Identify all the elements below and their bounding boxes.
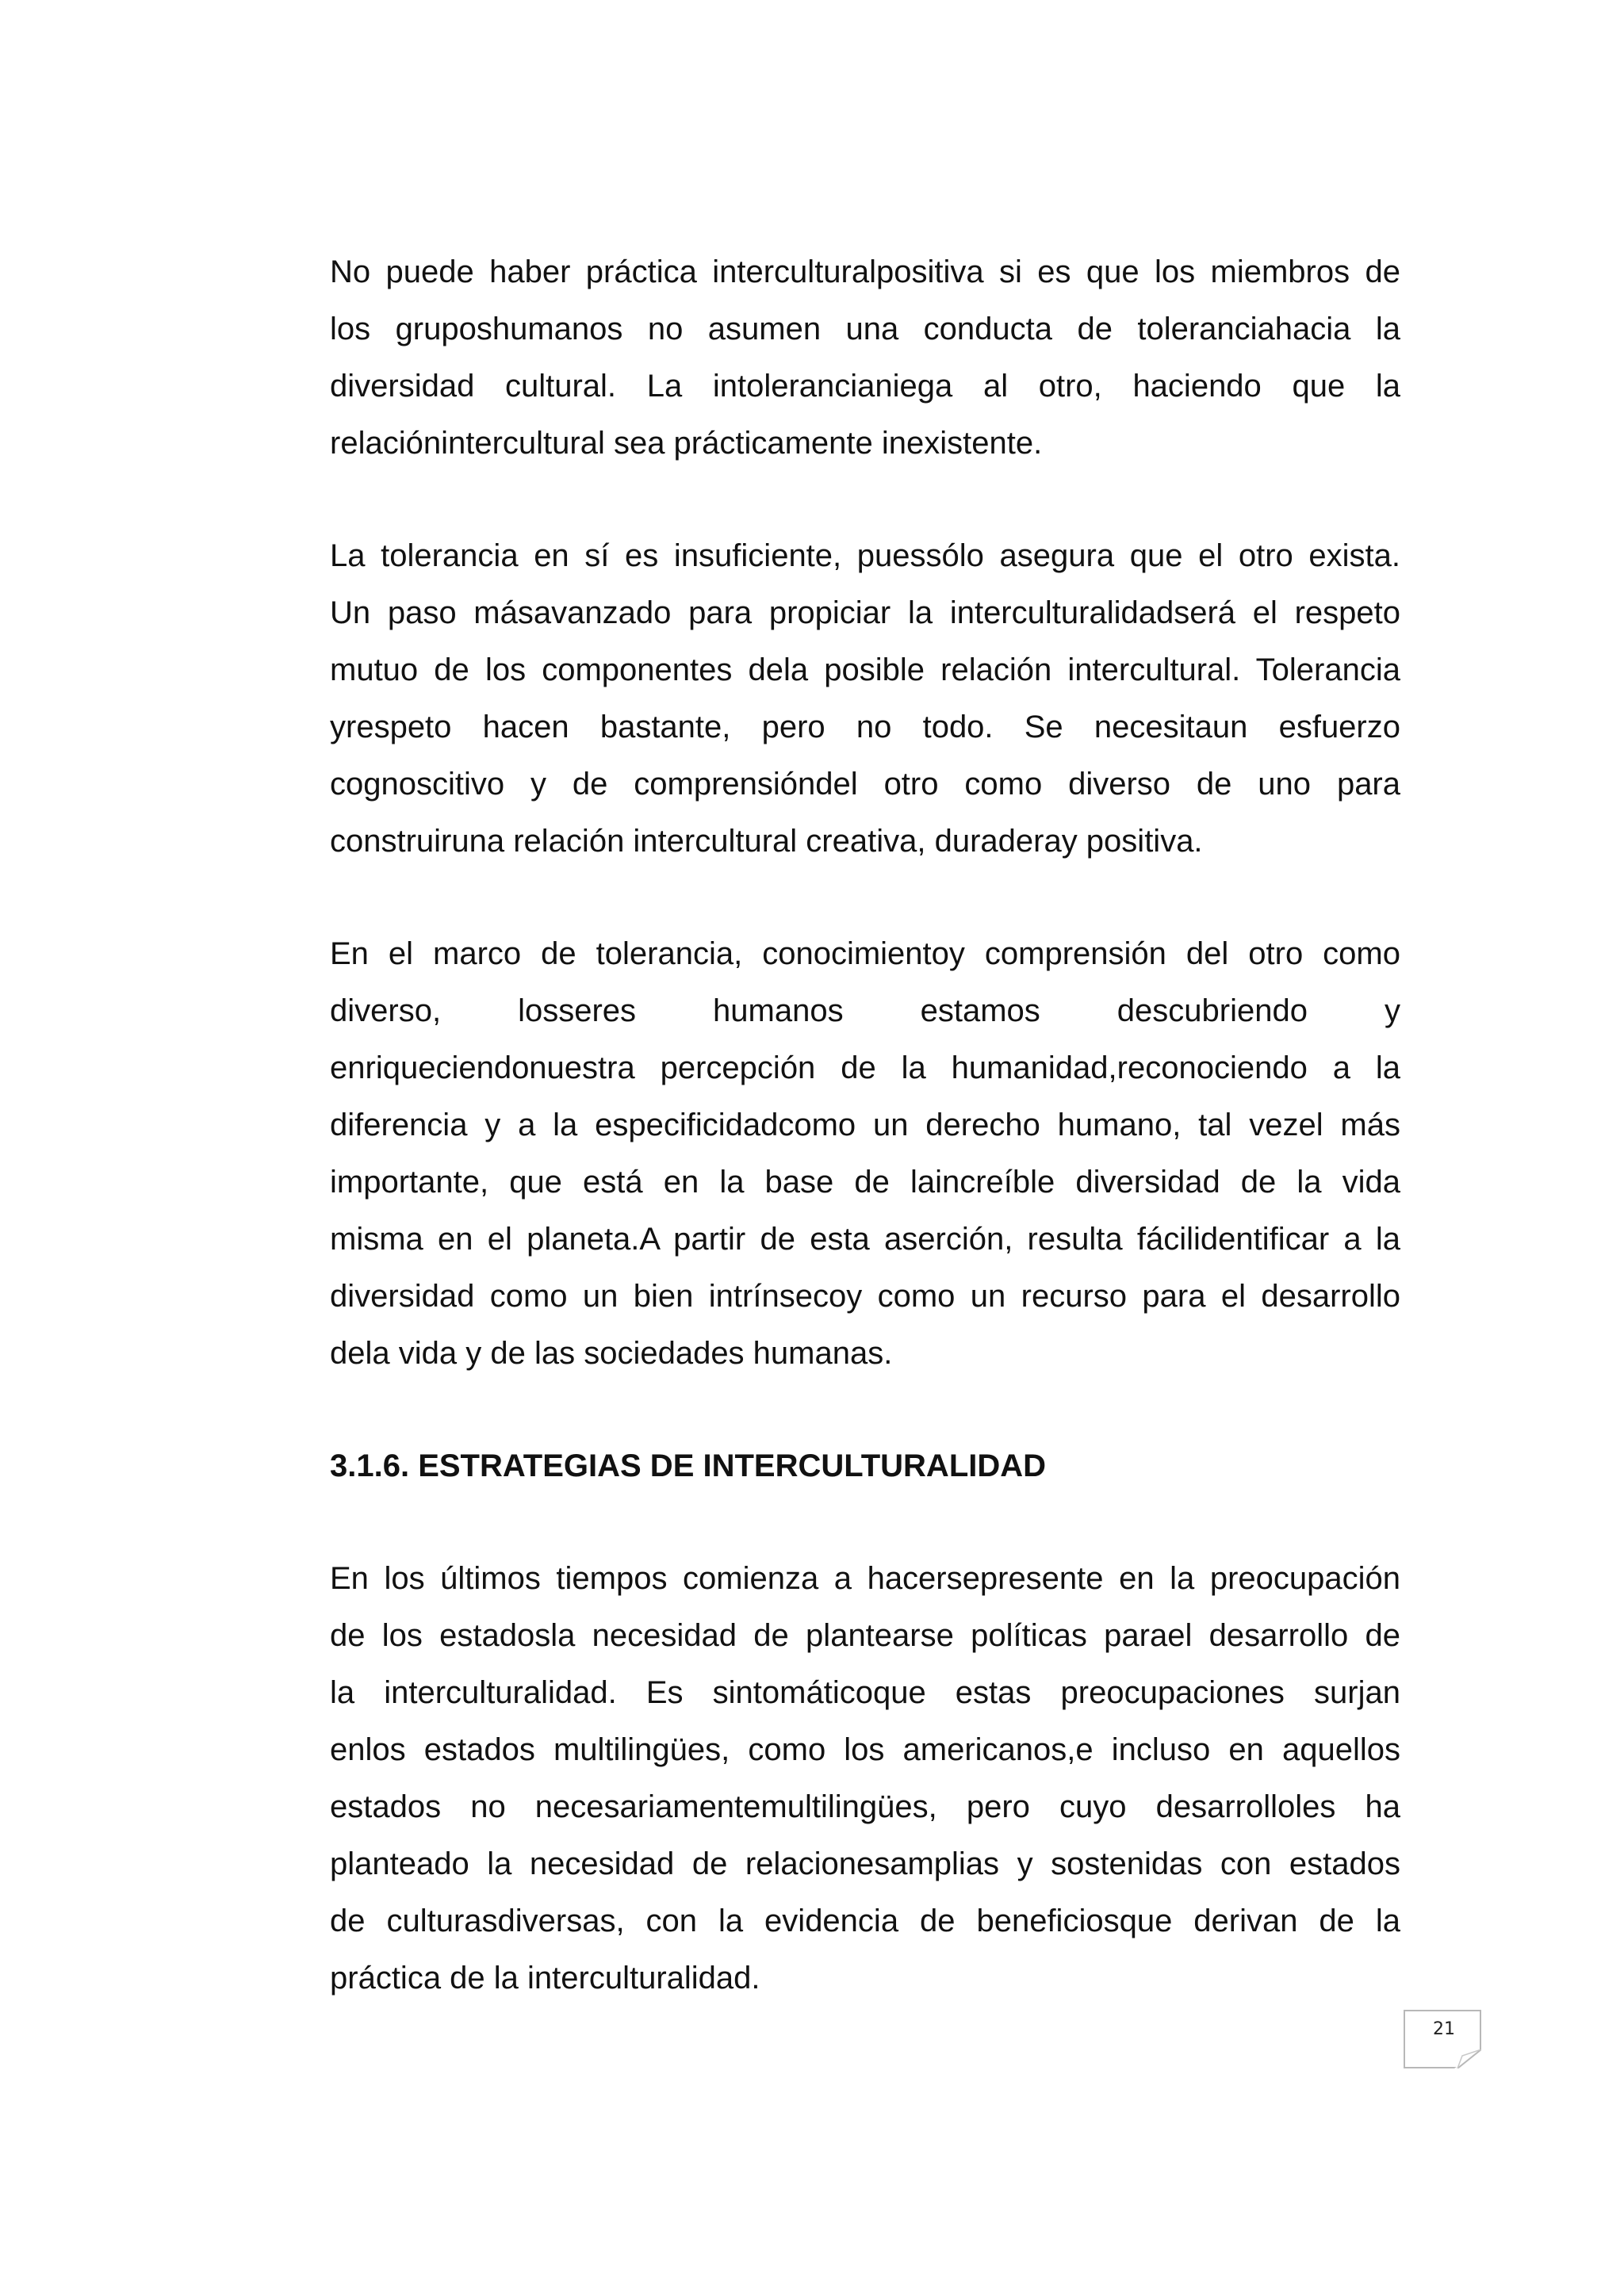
text-line: relaciónintercultural sea prácticamente inexistente. [330, 426, 1043, 461]
text-line: La tolerancia en sí es insuficiente, puessólo asegura que el otro exista. [330, 538, 1400, 573]
text-line: estados no necesariamentemultilingües, pero cuyo desarrolloles ha [330, 1789, 1400, 1824]
text-line: enlos estados multilingües, como los americanos,e incluso en aquellos [330, 1732, 1400, 1767]
text-line: práctica de la interculturalidad. [330, 1961, 760, 1996]
page-number: 21 [1433, 2019, 1455, 2039]
text-line: enriqueciendonuestra percepción de la humanidad,reconociendo a la [330, 1050, 1400, 1085]
text-line: dela vida y de las sociedades humanas. [330, 1336, 893, 1371]
text-line: diverso, losseres humanos estamos descubriendo y [330, 993, 1400, 1028]
text-line: mutuo de los componentes dela posible relación intercultural. Tolerancia [330, 652, 1400, 687]
text-line: No puede haber práctica interculturalpositiva si es que los miembros de [330, 254, 1400, 289]
page-body [330, 243, 1400, 2062]
text-line: planteado la necesidad de relacionesamplias y sostenidas con estados [330, 1846, 1400, 1881]
paragraph-1 [330, 243, 1400, 472]
text-line: importante, que está en la base de laincreíble diversidad de la vida [330, 1165, 1400, 1200]
text-line: diferencia y a la especificidadcomo un derecho humano, tal vezel más [330, 1108, 1400, 1142]
text-line: En los últimos tiempos comienza a hacersepresente en la preocupación [330, 1561, 1400, 1596]
text-line: cognoscitivo y de comprensióndel otro como diverso de uno para [330, 767, 1400, 802]
text-line: En el marco de tolerancia, conocimientoy comprensión del otro como [330, 936, 1400, 971]
section-heading: 3.1.6. ESTRATEGIAS DE INTERCULTURALIDAD [330, 1448, 1047, 1483]
text-line: Un paso másavanzado para propiciar la interculturalidadserá el respeto [330, 595, 1400, 630]
text-line: de los estadosla necesidad de plantearse políticas parael desarrollo de [330, 1618, 1400, 1653]
paragraph-2 [330, 527, 1400, 870]
text-line: construiruna relación intercultural creativa, duraderay positiva. [330, 824, 1203, 859]
paragraph-4 [330, 1550, 1400, 2007]
text-line: la interculturalidad. Es sintomáticoque estas preocupaciones surjan [330, 1675, 1400, 1710]
text-line: diversidad como un bien intrínsecoy como un recurso para el desarrollo [330, 1279, 1400, 1314]
page-number-box [1404, 2010, 1481, 2068]
page-curl-icon [1454, 2049, 1481, 2068]
text-line: de culturasdiversas, con la evidencia de beneficiosque derivan de la [330, 1904, 1400, 1938]
text-line: diversidad cultural. La intolerancianiega al otro, haciendo que la [330, 369, 1400, 404]
text-line: misma en el planeta.A partir de esta aserción, resulta fácilidentificar a la [330, 1222, 1400, 1257]
paragraph-3 [330, 925, 1400, 1382]
text-line: los gruposhumanos no asumen una conducta de toleranciahacia la [330, 312, 1400, 346]
text-line: yrespeto hacen bastante, pero no todo. Se necesitaun esfuerzo [330, 710, 1400, 744]
